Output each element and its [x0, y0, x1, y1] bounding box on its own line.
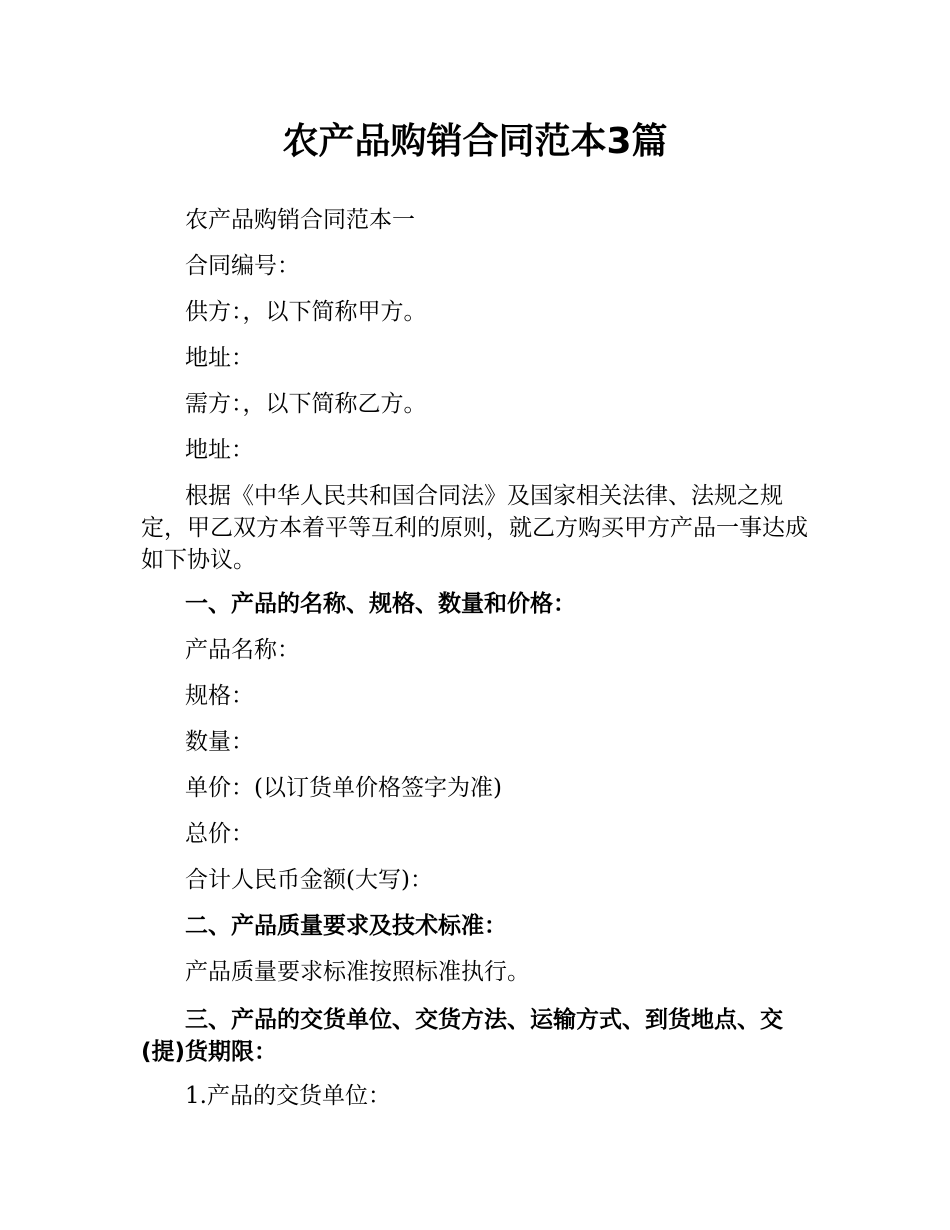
specification-line: 规格：	[185, 683, 254, 709]
quality-standard-line: 产品质量要求标准按照标准执行。	[185, 959, 530, 985]
document-title: 农产品购销合同范本3篇	[282, 121, 668, 162]
total-price-line: 总价：	[185, 821, 254, 847]
section-subtitle: 农产品购销合同范本一	[185, 207, 415, 233]
unit-price-line: 单价：(以订货单价格签字为准)	[185, 775, 502, 801]
contract-number-line: 合同编号：	[185, 253, 300, 279]
product-name-line: 产品名称：	[185, 637, 300, 663]
delivery-unit-line: 1.产品的交货单位：	[185, 1083, 391, 1109]
section-heading-3: 三、产品的交货单位、交货方法、运输方式、到货地点、交(提)货期限：	[141, 1007, 783, 1065]
quantity-line: 数量：	[185, 729, 254, 755]
supplier-line: 供方：，以下简称甲方。	[185, 299, 427, 325]
section-heading-2: 二、产品质量要求及技术标准：	[185, 913, 507, 939]
buyer-address-line: 地址：	[185, 437, 254, 463]
section-heading-1: 一、产品的名称、规格、数量和价格：	[185, 591, 576, 617]
buyer-line: 需方：，以下简称乙方。	[185, 391, 427, 417]
total-amount-line: 合计人民币金额(大写)：	[185, 867, 433, 893]
preamble-paragraph: 根据《中华人民共和国合同法》及国家相关法律、法规之规定，甲乙双方本着平等互利的原则，就乙方购买甲方产品一事达成如下协议。	[141, 483, 808, 573]
supplier-address-line: 地址：	[185, 345, 254, 371]
